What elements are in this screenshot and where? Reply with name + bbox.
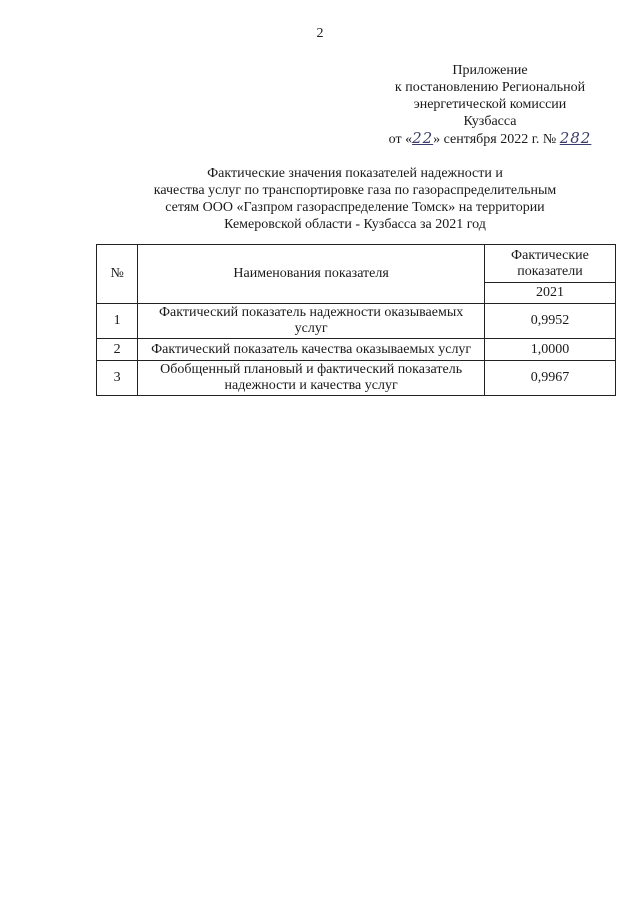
header-year: 2021 (484, 283, 615, 304)
row-value: 0,9952 (484, 304, 615, 339)
row-number: 3 (97, 361, 138, 396)
date-middle: » сентября 2022 г. № (433, 132, 557, 147)
appendix-commission: энергетической комиссии (413, 97, 567, 112)
indicators-table (96, 244, 616, 396)
row-value: 0,9967 (484, 361, 615, 396)
appendix-block (370, 62, 610, 148)
row-number: 1 (97, 304, 138, 339)
header-number: № (97, 245, 138, 304)
title-line-2: качества услуг по транспортировке газа по газораспределительным (153, 183, 557, 198)
table-row (97, 304, 616, 339)
title-line-1: Фактические значения показателей надежности и (207, 166, 503, 181)
document-title (120, 165, 590, 233)
appendix-label: Приложение (452, 63, 528, 78)
row-name: Обобщенный плановый и фактический показатель надежности и качества услуг (138, 361, 485, 396)
table-row (97, 339, 616, 361)
handwritten-number: 282 (559, 129, 592, 147)
title-line-4: Кемеровской области - Кузбасса за 2021 год (224, 217, 486, 232)
row-number: 2 (97, 339, 138, 361)
title-line-3: сетям ООО «Газпром газораспределение Томск» на территории (165, 200, 545, 215)
appendix-resolution: к постановлению Региональной (394, 80, 586, 95)
table-header-row (97, 245, 616, 283)
appendix-date-line (370, 130, 610, 148)
header-name: Наименования показателя (138, 245, 485, 304)
table-row (97, 361, 616, 396)
handwritten-day: 22 (412, 129, 434, 147)
appendix-region: Кузбасса (463, 114, 517, 129)
row-name: Фактический показатель качества оказываемых услуг (138, 339, 485, 361)
row-value: 1,0000 (484, 339, 615, 361)
header-value: Фактические показатели (484, 245, 615, 283)
row-name: Фактический показатель надежности оказываемых услуг (138, 304, 485, 339)
date-prefix: от « (388, 132, 413, 147)
page-number: 2 (316, 26, 324, 41)
